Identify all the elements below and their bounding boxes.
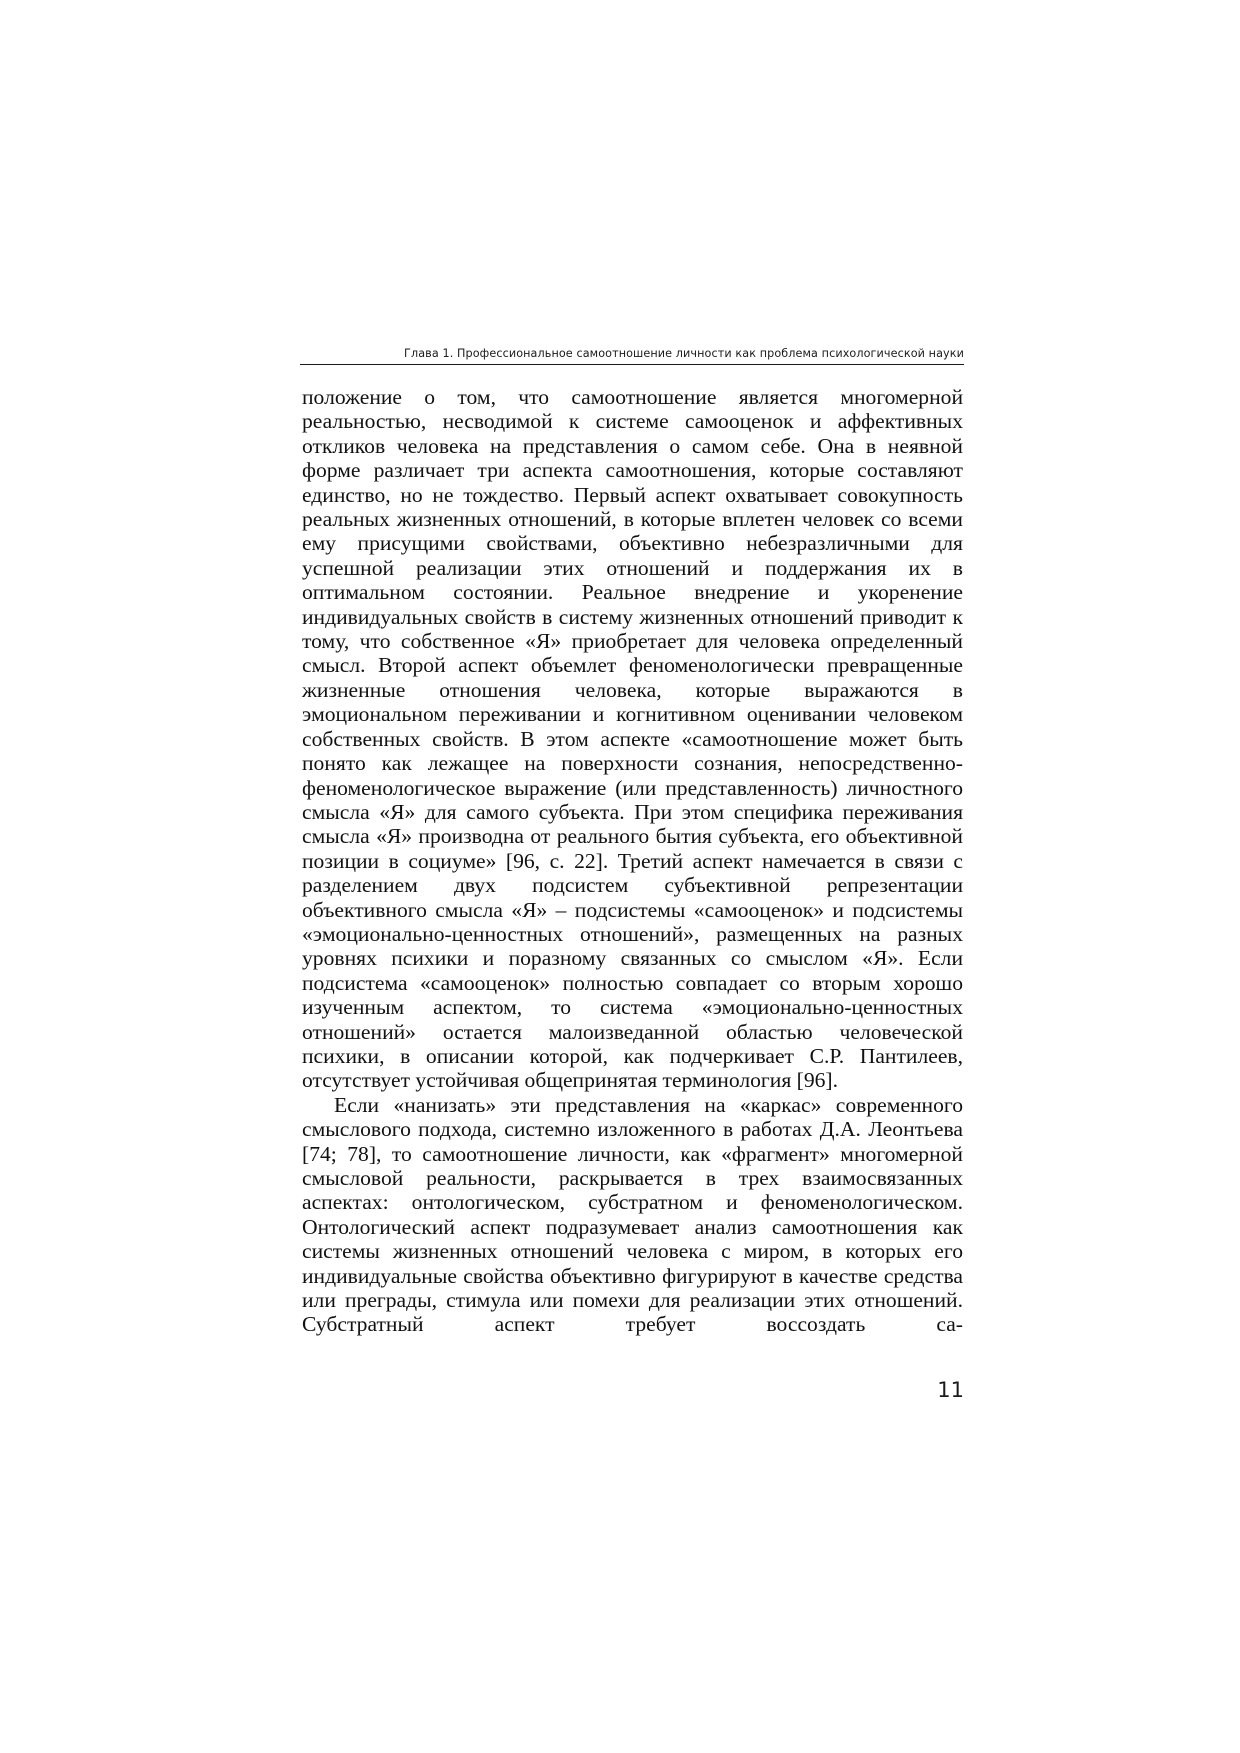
running-head: Глава 1. Профессиональное самоотношение личности как проблема психологической науки: [404, 347, 964, 360]
body-text: [302, 385, 963, 1337]
paragraph-1: положение о том, что самоотношение является многомерной реальностью, несводимой к системе самооценок и аффективных откликов человека на представления о самом себе. Она в неявной форме различает три аспекта самоотношения, которые составляют единство, но не тождество. Первый аспект охватывает совокупность реальных жизненных отношений, в которые вплетен человек со всеми ему присущими свойствами, объективно небезразличными для успешной реализации этих отношений и поддержания их в оптимальном состоянии. Реальное внедрение и укоренение индивидуальных свойств в систему жизненных отношений приводит к тому, что собственное «Я» приобретает для человека определенный смысл. Второй аспект объемлет феноменологически превращенные жизненные отношения человека, которые выражаются в эмоциональном переживании и когнитивном оценивании человеком собственных свойств. В этом аспекте «самоотношение может быть понято как лежащее на поверхности сознания, непосредственно-феноменологическое выражение (или представленность) личностного смысла «Я» для самого субъекта. При этом специфика переживания смысла «Я» производна от реального бытия субъекта, его объективной позиции в социуме» [96, с. 22]. Третий аспект намечается в связи с разделением двух подсистем субъективной репрезентации объективного смысла «Я» – подсистемы «самооценок» и подсистемы «эмоционально-ценностных отношений», размещенных на разных уровнях психики и поразному связанных со смыслом «Я». Если подсистема «самооценок» полностью совпадает со вторым хорошо изученным аспектом, то система «эмоционально-ценностных отношений» остается малоизведанной областью человеческой психики, в описании которой, как подчеркивает С.Р. Пантилеев, отсутствует устойчивая общепринятая терминология [96].: [302, 385, 963, 1093]
page-number: 11: [937, 1378, 964, 1402]
paragraph-2: Если «нанизать» эти представления на «каркас» современного смыслового подхода, системно изложенного в работах Д.А. Леонтьева [74; 78], то самоотношение личности, как «фрагмент» многомерной смысловой реальности, раскрывается в трех взаимосвязанных аспектах: онтологическом, субстратном и феноменологическом. Онтологический аспект подразумевает анализ самоотношения как системы жизненных отношений человека с миром, в которых его индивидуальные свойства объективно фигурируют в качестве средства или преграды, стимула или помехи для реализации этих отношений. Субстратный аспект требует воссоздать са-: [302, 1092, 963, 1337]
header-rule: [300, 364, 964, 365]
